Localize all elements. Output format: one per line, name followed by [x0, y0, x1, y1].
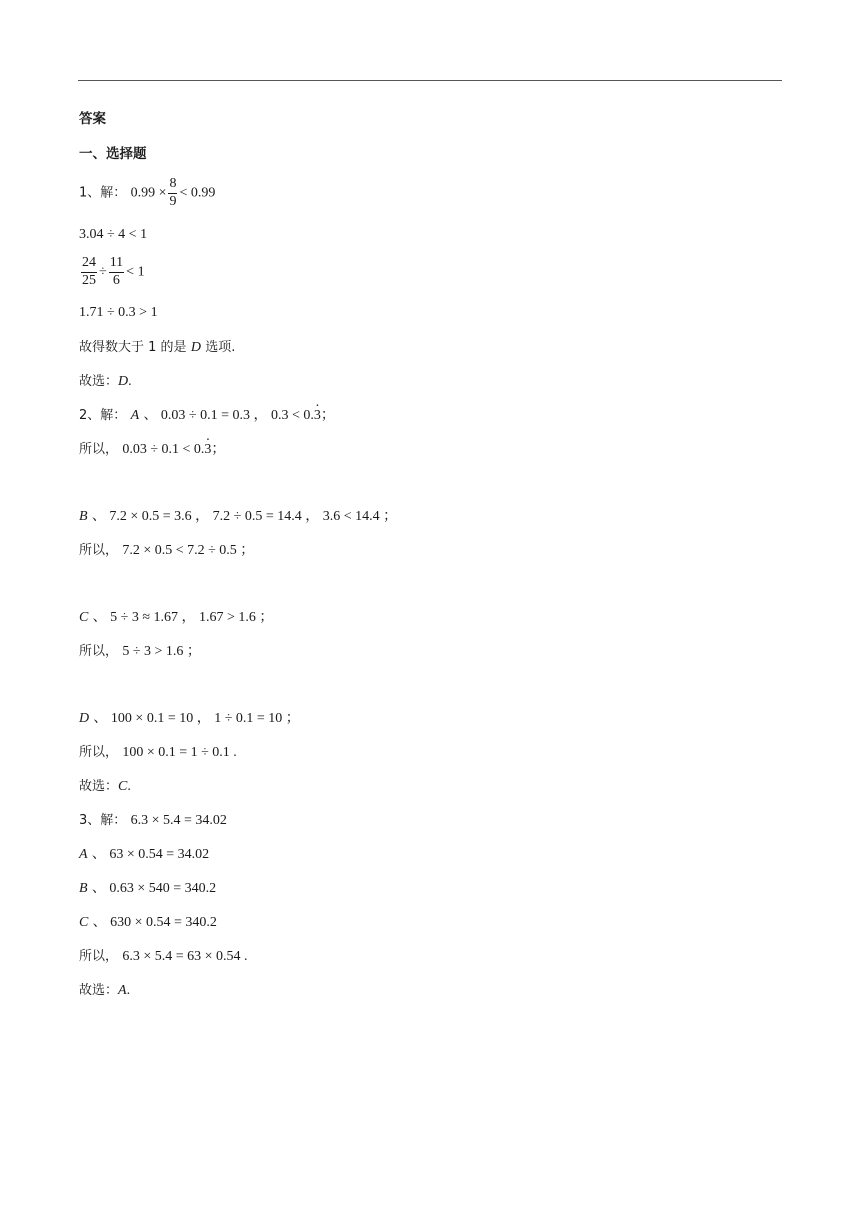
q3-prefix: 3、解：: [79, 813, 127, 828]
q1-expr-c: < 1: [126, 264, 145, 280]
fraction-numerator: 24: [81, 256, 97, 273]
so-expr: 100 × 0.1 = 1 ÷ 0.1 .: [122, 745, 237, 760]
option-label: B: [79, 881, 88, 896]
header-rule: [78, 80, 782, 81]
q1-expr-a: 0.99 ×: [130, 185, 167, 201]
section-title: 一、选择题: [79, 146, 147, 162]
so-label: 所以，: [79, 745, 119, 760]
fraction-denominator: 6: [112, 272, 120, 288]
repeating-digit: 3 ·: [204, 443, 211, 457]
answer-option: C: [118, 779, 128, 794]
q1-fraction-b: [109, 256, 124, 288]
option-expr: 、 5 ÷ 3 ≈ 1.67 ， 1.67 > 1.6 ；: [92, 610, 274, 625]
main-expr: 6.3 × 5.4 = 34.02: [130, 813, 227, 828]
fraction-denominator: 9: [169, 193, 177, 209]
q2-option-b: [79, 510, 397, 524]
fraction-numerator: 8: [168, 177, 177, 194]
q1-fraction: [168, 177, 177, 209]
so-expr: 6.3 × 5.4 = 63 × 0.54 .: [122, 949, 248, 964]
q1-conclusion: [79, 341, 235, 355]
q2-option-c-conclusion: [79, 645, 201, 659]
answer-option: D: [118, 374, 129, 389]
answer-period: .: [126, 983, 131, 998]
so-expr: 0.03 ÷ 0.1 < 0.: [122, 442, 205, 457]
option-label: A: [130, 408, 140, 423]
so-expr: 5 ÷ 3 > 1.6 ；: [122, 644, 201, 659]
q3-main: [79, 814, 227, 828]
option-end: ；: [320, 408, 335, 423]
fraction-numerator: 11: [109, 256, 124, 273]
q2-option-a-conclusion: [79, 443, 225, 457]
option-expr: 、 0.03 ÷ 0.1 = 0.3 ， 0.3 < 0.: [143, 408, 314, 423]
conclusion-tail: 选项.: [205, 340, 236, 355]
q1-expr-b: < 0.99: [179, 185, 216, 201]
fraction-denominator: 25: [82, 272, 96, 288]
q3-option-c: [79, 916, 217, 930]
option-expr: 、 7.2 × 0.5 = 3.6 ， 7.2 ÷ 0.5 = 14.4 ， 3.6 < 14.4 ；: [91, 509, 398, 524]
option-label: A: [79, 847, 88, 862]
answer-label: 故选：: [79, 779, 119, 794]
so-label: 所以，: [79, 644, 119, 659]
q2-answer: [79, 780, 131, 794]
q1-prefix: 1、解：: [79, 185, 127, 201]
option-label: C: [79, 915, 89, 930]
q3-conclusion: [79, 950, 248, 964]
q1-line-3: [79, 256, 145, 288]
repeating-digit: 3 ·: [314, 409, 321, 423]
q1-line-4: 1.71 ÷ 0.3 > 1: [79, 305, 158, 320]
q2-prefix: 2、解：: [79, 408, 127, 423]
q3-option-a: [79, 848, 209, 862]
conclusion-option: D: [190, 340, 201, 355]
conclusion-text: 故得数大于 1 的是: [79, 340, 187, 355]
q1-answer: [79, 375, 132, 389]
option-label: C: [79, 610, 89, 625]
so-expr: 7.2 × 0.5 < 7.2 ÷ 0.5 ；: [122, 543, 255, 558]
answer-label: 故选：: [79, 374, 119, 389]
q1-fraction-a: [81, 256, 97, 288]
so-label: 所以，: [79, 442, 119, 457]
answer-period: .: [127, 779, 131, 794]
q2-option-c: [79, 611, 273, 625]
answer-period: .: [128, 374, 132, 389]
option-expr: 、 630 × 0.54 = 340.2: [92, 915, 217, 930]
q2-option-b-conclusion: [79, 544, 254, 558]
option-label: D: [79, 711, 90, 726]
option-expr: 、 63 × 0.54 = 34.02: [91, 847, 210, 862]
q1-line-2: 3.04 ÷ 4 < 1: [79, 227, 148, 242]
so-label: 所以，: [79, 543, 119, 558]
q1-line-1: [79, 177, 215, 209]
q3-answer: [79, 984, 130, 998]
so-label: 所以，: [79, 949, 119, 964]
q3-option-b: [79, 882, 216, 896]
q2-option-a: [79, 409, 335, 423]
answer-heading: 答案: [79, 111, 106, 127]
divide-sign: ÷: [99, 264, 107, 280]
option-expr: 、 0.63 × 540 = 340.2: [91, 881, 217, 896]
option-expr: 、 100 × 0.1 = 10 ， 1 ÷ 0.1 = 10 ；: [93, 711, 300, 726]
answer-option: A: [118, 983, 127, 998]
q2-option-d: [79, 712, 300, 726]
so-end: ；: [211, 442, 226, 457]
option-label: B: [79, 509, 88, 524]
q2-option-d-conclusion: [79, 746, 237, 760]
answer-label: 故选：: [79, 983, 119, 998]
